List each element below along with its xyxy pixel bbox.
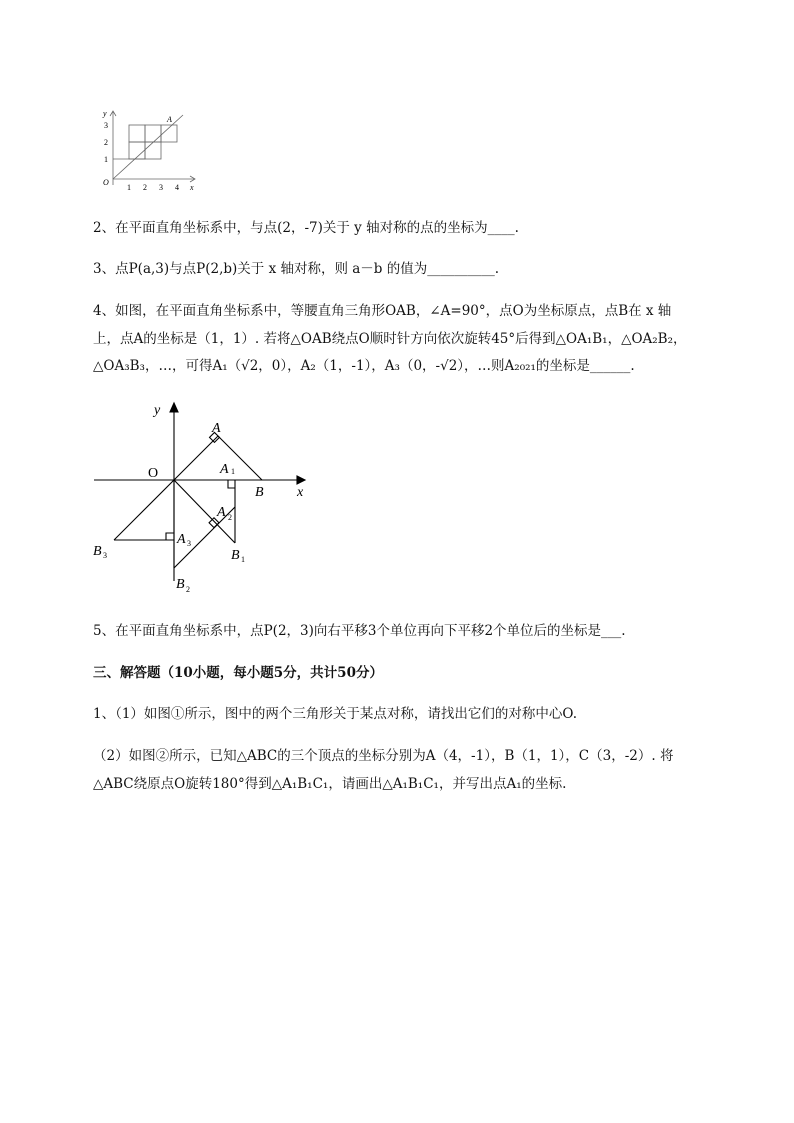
fig1-tick-x4: 4 xyxy=(175,183,179,192)
problem-1-part-2-line-2: △ABC绕原点O旋转180°得到△A₁B₁C₁，请画出△A₁B₁C₁，并写出点A₁的坐标. xyxy=(93,776,567,792)
fig2-a-label: A xyxy=(212,421,221,436)
fig1-tick-x2: 2 xyxy=(143,183,147,192)
question-4-line-3: △OA₃B₃，…，可得A₁（√2，0），A₂（1，-1），A₃（0，-√2），…则A₂₀₂₁的坐标是______. xyxy=(93,358,635,374)
fig2-a1-sub: 1 xyxy=(231,467,235,476)
fig2-origin-label: O xyxy=(148,466,159,481)
fig1-tick-x1: 1 xyxy=(127,183,131,192)
question-4-line-1: 4、如图，在平面直角坐标系中，等腰直角三角形OAB，∠A=90°，点O为坐标原点，点B在 x 轴 xyxy=(93,303,672,319)
fig2-b3-sub: 3 xyxy=(103,551,107,560)
fig2-b-label: B xyxy=(255,485,264,500)
fig2-a3-sub: 3 xyxy=(187,539,191,548)
problem-1-part-1: 1、（1）如图①所示，图中的两个三角形关于某点对称，请找出它们的对称中心O. xyxy=(93,706,577,722)
question-2: 2、在平面直角坐标系中，与点(2，-7)关于 y 轴对称的点的坐标为____. xyxy=(93,220,519,236)
fig2-x-label: x xyxy=(297,485,304,500)
fig2-y-label: y xyxy=(154,403,161,418)
question-3: 3、点P(a,3)与点P(2,b)关于 x 轴对称，则 a－b 的值为__________. xyxy=(93,261,500,277)
fig1-tick-x3: 3 xyxy=(159,183,163,192)
figure-rotation-diagram xyxy=(90,398,320,603)
fig1-point-a-label: A xyxy=(167,115,172,124)
fig2-a1-label: A xyxy=(220,462,229,477)
fig2-b2-label: B xyxy=(176,577,185,592)
fig2-b3-label: B xyxy=(93,544,102,559)
figure-grid-diagram xyxy=(95,105,205,193)
fig2-b1-sub: 1 xyxy=(241,555,245,564)
fig1-tick-y3: 3 xyxy=(104,121,108,130)
fig2-b2-sub: 2 xyxy=(186,585,190,594)
fig1-origin-label: O xyxy=(103,178,109,187)
fig1-tick-y1: 1 xyxy=(104,155,108,164)
problem-1-part-2-line-1: （2）如图②所示，已知△ABC的三个顶点的坐标分别为A（4，-1），B（1，1），C（3，-2）. 将 xyxy=(93,748,674,764)
fig1-y-axis-label: y xyxy=(103,109,107,118)
fig1-tick-y2: 2 xyxy=(104,138,108,147)
fig2-a3-label: A xyxy=(177,532,186,547)
fig1-x-axis-label: x xyxy=(190,183,194,192)
fig2-a2-sub: 2 xyxy=(228,513,232,522)
section-3-heading: 三、解答题（10小题，每小题5分，共计50分） xyxy=(93,665,383,681)
fig2-a2-label: A xyxy=(217,505,226,520)
question-4-line-2: 上，点A的坐标是（1，1）. 若将△OAB绕点O顺时针方向依次旋转45°后得到△OA₁B₁，△OA₂B₂， xyxy=(93,331,687,347)
question-5: 5、在平面直角坐标系中，点P(2，3)向右平移3个单位再向下平移2个单位后的坐标是___. xyxy=(93,623,626,639)
fig2-b1-label: B xyxy=(231,548,240,563)
